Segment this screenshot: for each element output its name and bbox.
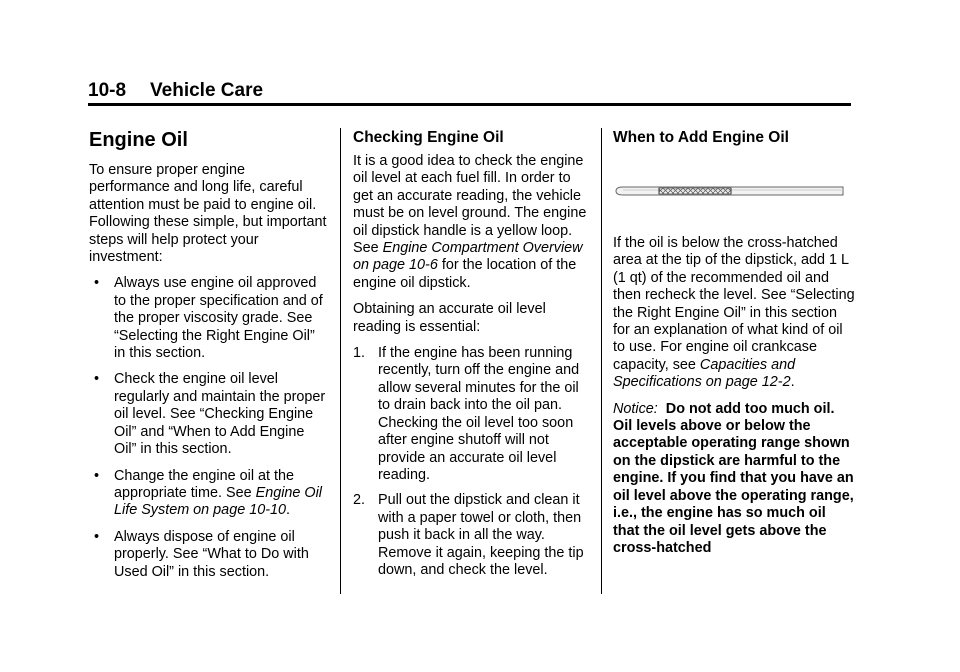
bullet-icon: • [94,528,100,545]
bullet-icon: • [94,467,100,484]
list-item [89,275,327,362]
column-checking-engine-oil [353,128,591,587]
step-text: If the engine has been running recently, turn off the engine and allow several minutes for the oil to drain back into the oil pan. Checking the oil level too soon after engine shutoff will not provide an accurate oil level reading. [378,345,580,483]
column-engine-oil [89,128,327,590]
column-divider [601,128,602,594]
notice-paragraph [613,401,855,558]
list-item [89,468,327,520]
paragraph-text: . [790,374,795,391]
bullet-text: Check the engine oil level regularly and maintain the proper oil level. See “Checking Engine Oil” and “When to Add Engine Oil” in this section. [114,371,326,458]
checking-paragraph-2: Obtaining an accurate oil level reading is essential: [353,301,546,335]
column-divider [340,128,341,594]
list-item [89,371,327,458]
paragraph-text: for the location of the engine oil dipstick. [353,257,577,291]
cross-reference-link[interactable]: Capacities and Specifications on page 12-2 [613,356,796,391]
bullet-text: Always use engine oil approved to the proper specification and of the proper viscosity grade. See “Selecting the Right Engine Oil” in this section. [114,275,323,362]
page-number: 10-8 [88,80,127,101]
engine-oil-bullet-list [89,275,327,581]
step-text: Pull out the dipstick and clean it with a paper towel or cloth, then push it back in all the way. Remove it again, keeping the tip down, and check the level. [378,492,584,578]
column-when-to-add-oil [613,128,855,566]
engine-oil-intro: To ensure proper engine performance and long life, careful attention must be paid to engine oil. Following these simple, but important steps will help protect your investment: [89,162,327,266]
section-title: Vehicle Care [150,80,264,101]
list-item [89,529,327,581]
page-header [88,80,263,102]
checking-paragraph [353,153,591,292]
engine-oil-heading: Engine Oil [89,129,188,151]
cross-reference-link[interactable]: Engine Compartment Overview on page 10-6 [353,240,583,274]
when-to-add-paragraph [613,235,855,392]
step-number: 1. [353,345,366,362]
header-rule [88,103,851,106]
bullet-text: Always dispose of engine oil properly. See “What to Do with Used Oil” in this section. [114,528,309,580]
bullet-text: Change the engine oil at the appropriate time. See [114,467,295,501]
checking-steps-list [353,345,591,579]
when-to-add-heading: When to Add Engine Oil [613,129,789,146]
bullet-icon: • [94,371,100,388]
list-item [353,492,591,579]
paragraph-text: If the oil is below the cross-hatched area at the tip of the dipstick, add 1 L (1 qt) of the recommended oil and then recheck the level. See “Selecting the Right Engine Oil” in this section for an explanation of what kind of oil to use. For engine oil crankcase capacity, see [613,235,855,373]
dipstick-illustration [613,183,845,199]
bullet-icon: • [94,275,100,292]
step-number: 2. [353,492,366,509]
list-item [353,345,591,484]
notice-text: Do not add too much oil. Oil levels above or below the acceptable operating range shown on the dipstick are harmful to the engine. If you find that you have an oil level above the operating range, i.e., the engine has so much oil that the oil level gets above the cross-hatched [613,400,854,556]
notice-label: Notice: [613,400,658,417]
bullet-text-end: . [286,502,290,519]
checking-engine-oil-heading: Checking Engine Oil [353,129,504,146]
cross-reference-link[interactable]: Engine Oil Life System on page 10-10 [114,484,322,519]
paragraph-text: It is a good idea to check the engine oil level at each fuel fill. In order to get an accurate reading, the vehicle must be on level ground. The engine oil dipstick handle is a yellow loop. See [353,153,587,257]
